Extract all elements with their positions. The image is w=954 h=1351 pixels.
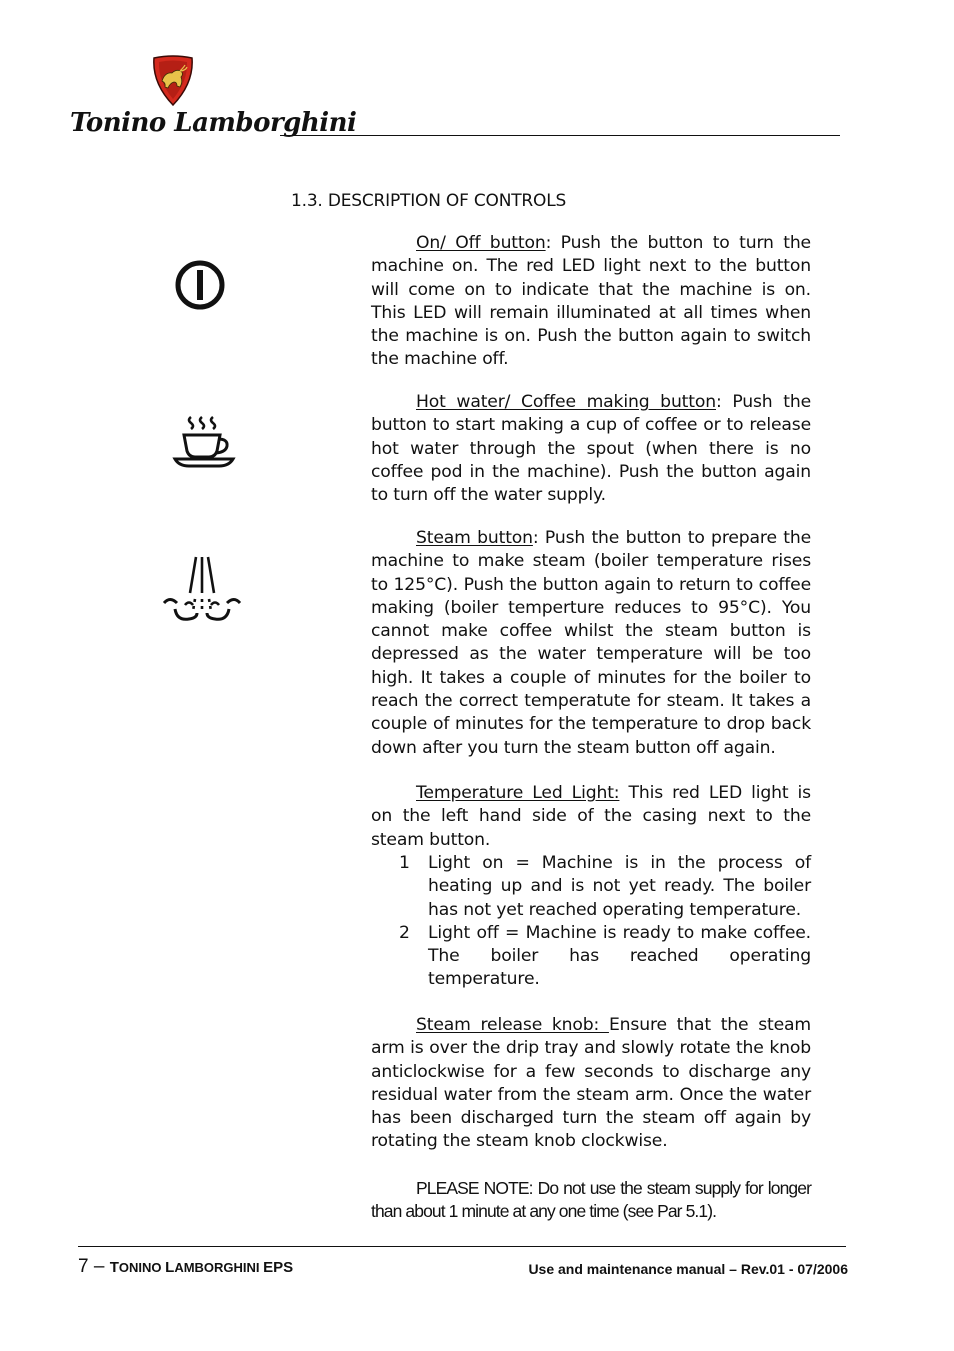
footer-page-label — [78, 1256, 293, 1278]
steam-text: : Push the button to prepare the machine to make steam (boiler temperature rises to 125°C). Push the button again to return to coffee making (boiler temperture reduces to 95°C). You cannot make coffee whilst the steam button is depressed as the water temperature will be too high. It takes a couple of minutes for the boiler to reach the correct temperatute for steam. It takes a couple of minutes for the temperature to drop back down after you turn the steam button off again. — [371, 528, 811, 758]
hotwater-label: Hot water/ Coffee making button — [416, 392, 716, 412]
lamborghini-shield-logo — [150, 55, 196, 107]
templed-text: This red LED light is on the left hand side of the casing next to the steam button. — [371, 783, 811, 850]
footer-manual-reference: Use and maintenance manual – Rev.01 - 07/2006 — [528, 1261, 848, 1277]
footer-rule — [78, 1246, 846, 1247]
list-item-number: 2 — [399, 922, 410, 943]
page-number: 7 — [78, 1256, 89, 1277]
knob-label: Steam release knob: — [416, 1015, 609, 1035]
coffee-cup-icon — [172, 415, 236, 469]
knob-description — [371, 1014, 811, 1154]
footer-brand: TONINO LAMBORGHINI EPS — [109, 1259, 294, 1276]
list-item — [399, 852, 811, 922]
steam-icon — [163, 555, 241, 625]
templed-label: Temperature Led Light: — [416, 783, 620, 803]
steam-description — [371, 527, 811, 760]
list-item — [399, 922, 811, 992]
onoff-text: : Push the button to turn the machine on. The red LED light next to the button will come on to indicate that the machine is on. This LED will remain illuminated at all times when the machine is on. Push the button again to switch the machine off. — [371, 233, 811, 370]
brand-wordmark: Tonino Lamborghini — [70, 108, 357, 138]
hotwater-description — [371, 391, 811, 507]
steam-label: Steam button — [416, 528, 533, 548]
knob-text: Ensure that the steam arm is over the drip tray and slowly rotate the knob anticlockwise for a few seconds to discharge any residual water from the steam arm. Once the water has been discharged turn the steam off again by rotating the steam knob clockwise. — [371, 1015, 811, 1152]
footer-dash: – — [93, 1256, 105, 1277]
onoff-label: On/ Off button — [416, 233, 546, 253]
list-item-text: Light on = Machine is in the process of heating up and is not yet ready. The boiler has not yet reached operating temperature. — [428, 853, 811, 920]
onoff-description — [371, 232, 811, 372]
hotwater-text: : Push the button to start making a cup of coffee or to release hot water through the spout (when there is no coffee pod in the machine). Push the button again to turn off the water supply. — [371, 392, 811, 506]
please-note — [371, 1177, 811, 1224]
list-item-number: 1 — [399, 853, 410, 873]
section-title: 1.3. DESCRIPTION OF CONTROLS — [291, 191, 567, 211]
templed-description — [371, 782, 811, 852]
power-icon — [174, 259, 226, 311]
please-note-text: PLEASE NOTE: Do not use the steam supply for longer than about 1 minute at any one time (see Par 5.1). — [371, 1178, 811, 1222]
list-item-text: Light off = Machine is ready to make coffee. The boiler has reached operating temperature. — [428, 922, 811, 990]
templed-list — [399, 852, 811, 992]
header-rule — [280, 135, 840, 136]
